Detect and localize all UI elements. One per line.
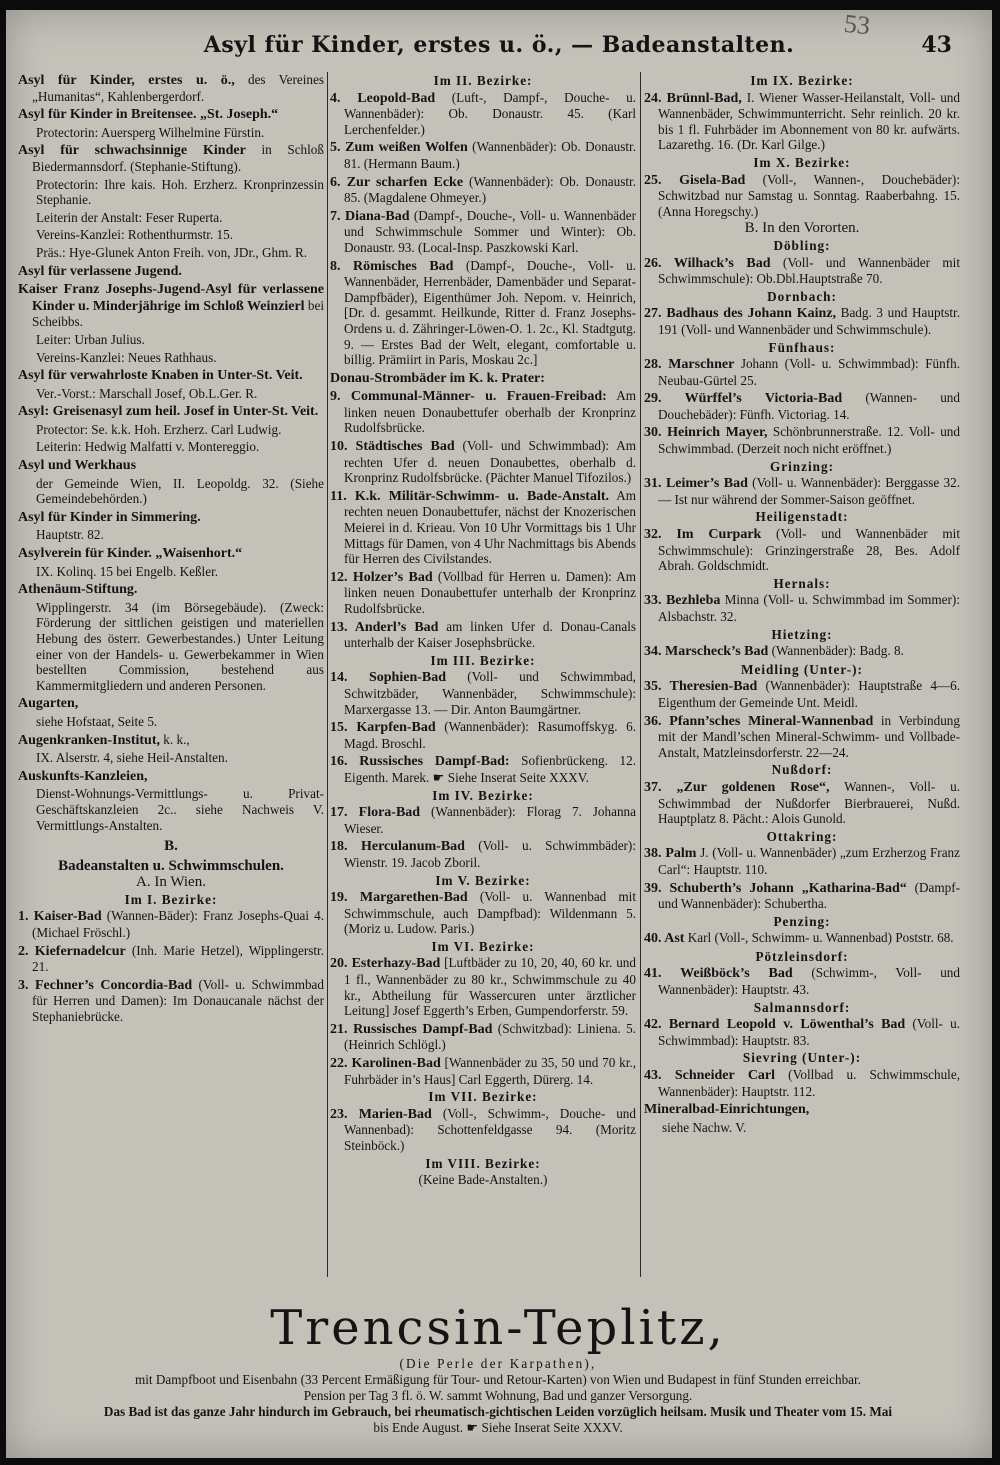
entry-text: (Wannenbäder): Florag 7. Johanna Wieser.	[344, 804, 636, 836]
entry-text: Leiter: Urban Julius.	[36, 331, 145, 347]
list-item	[330, 388, 636, 436]
list-item	[18, 457, 324, 474]
entry-text: (Wannenbäder): Hauptstraße 4—6. Eigenthum der Gemeinde Unt. Meidl.	[658, 678, 960, 710]
entry-heading: Augenkranken-Institut,	[18, 732, 160, 748]
entry-text: (Wannen-Bäder): Franz Josephs-Quai 4. (Michael Fröschl.)	[32, 908, 324, 940]
list-item	[330, 569, 636, 617]
list-item	[18, 714, 324, 730]
entry-text: Protectorin: Ihre kais. Hoh. Erzherz. Kronprinzessin Stephanie.	[36, 176, 324, 208]
district-heading: Sievring (Unter-):	[742, 1050, 862, 1066]
note: (Keine Bade-Anstalten.)	[418, 1172, 548, 1188]
list-item	[330, 258, 636, 368]
ad-line: Pension per Tag 3 fl. ö. W. sammt Wohnung, Bad und ganzer Versorgung.	[303, 1388, 693, 1403]
district-heading: Meidling (Unter-):	[741, 661, 863, 677]
list-item	[18, 581, 324, 598]
district-heading: Ottakring:	[766, 828, 838, 844]
entry-heading: 10. Städtisches Bad	[330, 439, 455, 455]
entry-text: (Vollbad für Herren u. Damen): Am linken neuen Donaubettufer unterhalb der Kronprinz Rudolfsbrücke.	[344, 568, 636, 616]
pencil-annotation: 53	[842, 8, 872, 41]
entry-text: Wannen-, Voll- u. Schwimmbad der Nußdorfer Bierbrauerei, Nußd. Hauptplatz 8. Pächt.: Alois Gunold.	[658, 778, 960, 827]
district-heading: Im I. Bezirke:	[124, 891, 218, 907]
entry-text: (Vollbad u. Schwimmschule, Wannenbäder): Hauptstr. 112.	[658, 1067, 960, 1099]
advertisement	[18, 1300, 978, 1436]
district-heading: Heiligenstadt:	[755, 509, 849, 525]
list-item	[18, 545, 324, 562]
entry-text: Sofienbrückeng. 12. Eigenth. Marek. ☛ Siehe Inserat Seite XXXV.	[344, 753, 636, 785]
entry-text: (Wannenbäder): Ob. Donaustr. 85. (Magdalene Ohmeyer.)	[344, 173, 636, 206]
list-item	[330, 838, 636, 870]
entry-text: Hauptstr. 82.	[36, 527, 104, 543]
entry-heading: 4. Leopold-Bad	[330, 90, 436, 106]
entry-list	[18, 72, 324, 833]
list-item	[330, 804, 636, 836]
entry-text: Am linken neuen Donaubettufer oberhalb der Kronprinz Rudolfsbrücke.	[344, 388, 636, 436]
list-item	[18, 263, 324, 280]
entry-text: der Gemeinde Wien, II. Leopoldg. 32. (Siehe Gemeindebehörden.)	[36, 475, 324, 507]
entry-heading: Augarten,	[18, 696, 79, 712]
list-item	[644, 1016, 960, 1048]
list-item	[18, 177, 324, 208]
list-item	[330, 619, 636, 651]
list-item	[644, 779, 960, 827]
list-item	[644, 592, 960, 624]
page-number: 43	[921, 32, 952, 58]
list-item	[18, 943, 324, 975]
entry-text: (Dampf-, Douche-, Voll- u. Wannenbäder, Herrenbäder, Damenbäder und Separat-Dampfbäder), Eigenthümer Joh. Nepom. v. Heinrich, [Dr. d. gesammt. Heilkunde, Ritter d. Franz Josephs-Ordens u. d. Zähringer-Löwen-O. 1. 2c., Kl. Stadtgutg. 9. — Erstes Bad der Welt, elegant, comfortable u. billig. Prämiirt in Paris, Moskau 2c.]	[344, 257, 636, 368]
list-item	[18, 476, 324, 507]
list-item	[330, 174, 636, 206]
entry-text: bei Scheibbs.	[32, 297, 324, 330]
entry-heading: 3. Fechner’s Concordia-Bad	[18, 977, 193, 993]
section-b	[18, 837, 324, 907]
list-item	[18, 908, 324, 940]
entry-heading: 37. „Zur goldenen Rose“,	[644, 779, 830, 795]
entry-text: (Voll- u. Schwimmbad für Herren und Damen): Im Donaucanale nächst der Stephaniebrücke.	[32, 976, 324, 1024]
entry-text: (Schwitzbad): Liniena. 5. (Heinrich Schlögl.)	[344, 1020, 636, 1053]
entry-text: des Vereines „Humanitas“, Kahlenbergerdorf.	[32, 72, 324, 104]
list-item	[18, 386, 324, 402]
entry-heading: 29. Würffel’s Victoria-Bad	[644, 391, 843, 407]
entry-text: (Voll-, Schwimm-, Douche- und Wannenbad): Schottenfeldgasse 94. (Moritz Steinböck.)	[344, 1105, 636, 1153]
entry-heading: 39. Schuberth’s Johann „Katharina-Bad“	[644, 880, 907, 896]
ad-line: Das Bad ist das ganze Jahr hindurch im Gebrauch, bei rheumatisch-gichtischen Leiden vorzüglich heilsam. Musik und Theater vom 15. Mai	[103, 1404, 893, 1419]
entry-text: Präs.: Hye-Glunek Anton Freih. von, JDr., Ghm. R.	[36, 244, 308, 260]
district-heading: Penzing:	[773, 913, 831, 929]
list-item	[18, 600, 324, 694]
entry-text: Badg. 3 und Hauptstr. 191 (Voll- und Wannenbäder und Schwimmschule).	[658, 305, 960, 337]
entry-text: Wipplingerstr. 34 (im Börsegebäude). (Zweck: Förderung der sittlichen geistigen und materiellen Hebung des österr. Gewerbestandes.) Unter Leitung einer von der Handels- u. Gewerbekammer in Wien bestellten Commission, bestehend aus Kammermitgliedern und anderen Personen.	[36, 599, 324, 693]
list-item	[18, 732, 324, 749]
list-item	[644, 526, 960, 574]
entry-heading: 1. Kaiser-Bad	[18, 909, 102, 925]
entry-text: (Schwimm-, Voll- und Wannenbäder): Hauptstr. 43.	[658, 965, 960, 998]
entry-text: (Voll-, Wannen-, Douchebäder): Schwitzbad nur Samstag u. Sonntag. Raaberbahng. 15. (Anna Horegschy.)	[658, 171, 960, 219]
list-item	[644, 713, 960, 761]
entry-heading: 20. Esterhazy-Bad	[330, 956, 441, 972]
list-item	[644, 90, 960, 153]
district-heading: Hietzing:	[771, 626, 833, 642]
district-heading: Im III. Bezirke:	[430, 652, 536, 668]
entry-text: in Schloß Biedermannsdorf. (Stephanie-Stiftung).	[32, 142, 324, 174]
list-item	[330, 753, 636, 785]
list-item	[644, 172, 960, 220]
entry-heading: 17. Flora-Bad	[330, 805, 421, 821]
district-heading: Pötzleinsdorf:	[755, 948, 849, 964]
district-heading: Hernals:	[773, 575, 831, 591]
list-item	[644, 845, 960, 877]
entry-heading: 2. Kiefernadelcur	[18, 943, 126, 959]
district-heading: Fünfhaus:	[768, 339, 836, 355]
entry-heading: Athenäum-Stiftung.	[18, 582, 138, 598]
entry-heading: 34. Marscheck’s Bad	[644, 644, 769, 660]
list-item	[330, 719, 636, 751]
district-heading: Grinzing:	[770, 458, 834, 474]
entry-heading: 15. Karpfen-Bad	[330, 720, 436, 736]
entry-heading: 21. Russisches Dampf-Bad	[330, 1021, 493, 1037]
district-heading: Im VI. Bezirke:	[431, 938, 535, 954]
entry-heading: Asylverein für Kinder. „Waisenhort.“	[18, 546, 243, 562]
list-item	[18, 422, 324, 438]
list-item	[644, 390, 960, 422]
list-item	[18, 564, 324, 580]
running-head: Asyl für Kinder, erstes u. ö., — Badeanstalten.	[203, 32, 795, 58]
list-item	[18, 403, 324, 420]
entry-text: I. Wiener Wasser-Heilanstalt, Voll- und Wannenbäder, Schwimmunterricht. Sehr reinlich. 20 kr. bis 1 fl. Fuhrbäder im Abonnement von 80 kr. aufwärts. Lazarethg. 16. (Dr. Karl Gilge.)	[658, 89, 960, 153]
list-item	[330, 208, 636, 256]
list-item	[18, 142, 324, 174]
entry-text: (Wannen- und Douchebäder): Fünfh. Victoriag. 14.	[658, 390, 960, 422]
list-item	[644, 424, 960, 456]
list-item	[18, 367, 324, 384]
entry-heading: 19. Margarethen-Bad	[330, 890, 468, 906]
list-item	[330, 488, 636, 567]
entry-text: Protector: Se. k.k. Hoh. Erzherz. Carl Ludwig.	[36, 421, 282, 437]
district-heading: Salmannsdorf:	[753, 999, 851, 1015]
entry-text: am linken Ufer d. Donau-Canals unterhalb der Kaiser Josephsbrücke.	[344, 618, 636, 651]
entry-heading: 33. Bezhleba	[644, 593, 721, 609]
entry-heading: 18. Herculanum-Bad	[330, 839, 465, 855]
list-item	[18, 977, 324, 1025]
list-item	[18, 527, 324, 543]
list-item	[644, 880, 960, 912]
list-item	[330, 955, 636, 1018]
entry-text: Ver.-Vorst.: Marschall Josef, Ob.L.Ger. R.	[36, 385, 258, 401]
district-heading: Döbling:	[773, 237, 831, 253]
list-item	[330, 1106, 636, 1154]
entry-text: (Inh. Marie Hetzel), Wipplingerstr. 21.	[32, 942, 324, 975]
entry-text: (Wannenbäder): Ob. Donaustr. 81. (Hermann Baum.)	[344, 139, 636, 171]
entry-text: k. k.,	[159, 731, 190, 747]
list-item	[18, 768, 324, 785]
list-item	[644, 930, 960, 947]
entry-text: Am rechten neuen Donaubettufer, nächst der Knozerischen Meierei in d. Krieau. Von 10 Uhr Vormittags bis 1 Uhr Mittags für Damen, von 4 Uhr Nachmittags bis Abends für Herren des Civilstandes.	[344, 487, 636, 567]
entry-heading: 28. Marschner	[644, 357, 735, 373]
entry-text: siehe Hofstaat, Seite 5.	[36, 713, 158, 729]
section-title: Badeanstalten u. Schwimmschulen.	[58, 858, 284, 875]
entry-heading: 12. Holzer’s Bad	[330, 569, 433, 585]
list-item	[644, 643, 960, 660]
entry-text: (Voll- und Wannenbäder mit Schwimmschule): Ob.Dbl.Hauptstraße 70.	[658, 254, 960, 287]
entry-heading: 24. Brünnl-Bad,	[644, 90, 742, 106]
entry-heading: 9. Communal-Männer- u. Frauen-Freibad:	[330, 389, 607, 405]
entry-text: Minna (Voll- u. Schwimmbad im Sommer): Alsbachstr. 32.	[658, 592, 960, 624]
entry-heading: 40. Ast	[644, 931, 685, 947]
list-item	[644, 255, 960, 287]
entry-heading: 8. Römisches Bad	[330, 258, 454, 274]
entry-heading: Asyl für verlassene Jugend.	[18, 263, 182, 279]
entry-text: [Luftbäder zu 10, 20, 40, 60 kr. und 1 fl., Wannenbäder zu 80 kr., Schwimmschule zu 40 kr., Abtheilung für Wassercuren unter ärztlicher Leitung] Josef Eggerth’s Erben, Gumpendorferstr. 59.	[344, 955, 636, 1019]
entry-heading: Kaiser Franz Josephs-Jugend-Asyl für verlassene Kinder u. Minderjährige im Schloß Weinzierl	[18, 282, 324, 314]
entry-text: (Dampf- und Wannenbäder): Schubertha.	[658, 879, 960, 912]
list-item	[644, 965, 960, 997]
entry-heading: 30. Heinrich Mayer,	[644, 425, 768, 441]
column-divider	[640, 72, 641, 1277]
entry-heading: Asyl für Kinder in Breitensee. „St. Joseph.“	[18, 107, 279, 123]
list-item	[644, 305, 960, 337]
entry-text: Leiterin: Hedwig Malfatti v. Montereggio.	[36, 439, 260, 455]
entry-text: (Voll- u. Schwimmbad): Hauptstr. 83.	[658, 1016, 960, 1048]
list-item	[18, 72, 324, 104]
entry-heading: 32. Im Curpark	[644, 527, 762, 543]
district-heading: Im IX. Bezirke:	[750, 73, 854, 88]
list-item	[330, 889, 636, 937]
list-item	[18, 350, 324, 366]
list-item	[18, 227, 324, 243]
entry-heading: 43. Schneider Carl	[644, 1068, 776, 1084]
list-item	[644, 1067, 960, 1099]
entry-text: (Voll- u. Schwimmbäder): Wienstr. 19. Jacob Zboril.	[344, 838, 636, 870]
entry-text: (Voll- u. Wannenbäder): Berggasse 32. — Ist nur während der Sommer-Saison geöffnet.	[658, 475, 960, 507]
entry-text: Karl (Voll-, Schwimm- u. Wannenbad) Poststr. 68.	[684, 930, 954, 946]
list-item	[18, 210, 324, 226]
list-item	[18, 245, 324, 261]
ad-line: mit Dampfboot und Eisenbahn (33 Percent Ermäßigung für Tour- und Retour-Karten) von Wien und Budapest in fünf Stunden erreichbar.	[135, 1372, 861, 1387]
entry-heading: 11. K.k. Militär-Schwimm- u. Bade-Anstalt.	[330, 488, 609, 504]
district-heading: Nußdorf:	[771, 762, 833, 778]
entry-heading: 16. Russisches Dampf-Bad:	[330, 754, 510, 770]
entry-heading: 41. Weißböck’s Bad	[644, 966, 793, 982]
list-item	[330, 438, 636, 486]
entry-heading: 27. Badhaus des Johann Kainz,	[644, 306, 837, 322]
entry-text: (Dampf-, Douche-, Voll- u. Wannenbäder und Schwimmschule Sommer und Winter): Ob. Donaustr. 93. (Local-Insp. Paszkowski Karl.	[344, 207, 636, 255]
list-item	[330, 1021, 636, 1053]
list-item	[330, 1055, 636, 1087]
entry-heading: Asyl für Kinder in Simmering.	[18, 509, 201, 525]
list-item	[18, 509, 324, 526]
entry-heading: 26. Wilhack’s Bad	[644, 255, 771, 271]
entry-text: Vereins-Kanzlei: Neues Rathhaus.	[36, 349, 217, 365]
entry-heading: Donau-Strombäder im K. k. Prater:	[330, 370, 545, 386]
column-middle	[330, 72, 636, 1292]
list-item	[18, 106, 324, 123]
ad-line: bis Ende August. ☛ Siehe Inserat Seite XXXV.	[373, 1420, 623, 1435]
section-subtitle: A. In Wien.	[136, 874, 206, 891]
entry-heading: Asyl und Werkhaus	[18, 458, 137, 474]
entry-heading: 14. Sophien-Bad	[330, 670, 447, 686]
list-item	[18, 332, 324, 348]
entry-text: in Verbindung mit der Mandl’schen Mineral-Schwimm- und Vollbade-Anstalt, Matzleinsdorferstr. 22—24.	[658, 712, 960, 760]
list-item	[644, 1101, 960, 1118]
entry-heading: Asyl für verwahrloste Knaben in Unter-St. Veit.	[18, 368, 303, 384]
entry-heading: Asyl für schwachsinnige Kinder	[18, 143, 246, 159]
entry-heading: 25. Gisela-Bad	[644, 172, 746, 188]
list-item	[644, 475, 960, 507]
subsection-title: B. In den Vororten.	[744, 220, 860, 237]
entry-text: Johann (Voll- u. Schwimmbad): Fünfh. Neubau-Gürtel 25.	[658, 356, 960, 388]
entry-detail: siehe Nachw. V.	[662, 1119, 747, 1135]
column-divider	[327, 72, 328, 1277]
list-item	[18, 125, 324, 141]
list-item	[18, 281, 324, 330]
entry-text: (Luft-, Dampf-, Douche- u. Wannenbäder): Ob. Donaustr. 45. (Karl Lerchenfelder.)	[344, 89, 636, 137]
entry-heading: 7. Diana-Bad	[330, 208, 410, 224]
list-item	[644, 356, 960, 388]
list-item	[330, 139, 636, 171]
list-item	[330, 669, 636, 717]
entry-text: (Voll- und Wannenbäder mit Schwimmschule): Grinzingerstraße 28, Bes. Adolf Abrah. Goldschmidt.	[658, 526, 960, 574]
entry-text: Protectorin: Auersperg Wilhelmine Fürstin.	[36, 124, 265, 140]
entry-heading: 31. Leimer’s Bad	[644, 476, 748, 492]
column-right	[644, 72, 960, 1292]
entry-heading: Auskunfts-Kanzleien,	[18, 768, 148, 784]
list-item	[18, 695, 324, 712]
entry-heading: 38. Palm	[644, 846, 697, 862]
district-heading: Im X. Bezirke:	[753, 154, 851, 170]
entry-text: [Wannenbäder zu 35, 50 und 70 kr., Fuhrbäder in’s Haus] Carl Eggerth, Dürerg. 14.	[344, 1055, 636, 1087]
entry-heading: 35. Theresien-Bad	[644, 679, 758, 695]
entry-text: IX. Alserstr. 4, siehe Heil-Anstalten.	[36, 750, 228, 766]
district-heading: Im IV. Bezirke:	[432, 787, 534, 803]
list-item	[330, 90, 636, 138]
entry-text: (Voll- und Schwimmbad, Schwitzbäder, Wannenbäder, Schwimmschule): Marxergasse 13. — Dir. Anton Baumgärtner.	[344, 669, 636, 717]
book-page	[6, 10, 992, 1458]
district-heading: Im VII. Bezirke:	[428, 1089, 538, 1105]
entry-text: IX. Kolinq. 15 bei Engelb. Keßler.	[36, 563, 219, 579]
district-heading: Im V. Bezirke:	[435, 872, 531, 888]
list-item	[644, 678, 960, 710]
entry-heading: 6. Zur scharfen Ecke	[330, 174, 464, 190]
list-item	[18, 786, 324, 833]
entry-text: (Wannenbäder): Badg. 8.	[768, 643, 904, 659]
district-heading: Im VIII. Bezirke:	[425, 1155, 541, 1171]
entry-heading: 36. Pfann’sches Mineral-Wannenbad	[644, 713, 874, 729]
entry-heading: 23. Marien-Bad	[330, 1106, 432, 1122]
list-item	[18, 439, 324, 455]
district-heading: Dornbach:	[767, 288, 837, 304]
entry-heading: 22. Karolinen-Bad	[330, 1056, 441, 1072]
entry-text: (Wannenbäder): Rasumoffskyg. 6. Magd. Broschl.	[344, 719, 636, 751]
entry-text: J. (Voll- u. Wannenbäder) „zum Erzherzog Franz Carl“: Hauptstr. 110.	[658, 845, 960, 877]
entry-text: Leiterin der Anstalt: Feser Ruperta.	[36, 209, 223, 225]
page-header	[6, 32, 992, 62]
entry-text: (Voll- u. Wannenbad mit Schwimmschule, auch Dampfbad): Wildenmann 5. (Moriz u. Ludow. Paris.)	[344, 889, 636, 937]
district-heading: Im II. Bezirke:	[433, 73, 533, 88]
entry-heading: 13. Anderl’s Bad	[330, 619, 439, 635]
ad-title: Trencsin-Teplitz,	[270, 1300, 726, 1356]
entry-text: Schönbrunnerstraße. 12. Voll- und Schwimmbad. (Derzeit noch nicht eröffnet.)	[658, 424, 960, 457]
entry-heading: 42. Bernard Leopold v. Löwenthal’s Bad	[644, 1017, 906, 1033]
section-letter: B.	[164, 838, 178, 855]
ad-subtitle: (Die Perle der Karpathen),	[399, 1356, 597, 1371]
entry-heading: 5. Zum weißen Wolfen	[330, 140, 468, 156]
bath-list	[18, 908, 324, 1024]
list-item	[330, 370, 636, 387]
entry-heading: Asyl: Greisenasyl zum heil. Josef in Unter-St. Veit.	[18, 404, 319, 420]
entry-text: Dienst-Wohnungs-Vermittlungs- u. Privat-Geschäftskanzleien 2c.. siehe Nachweis V. Vermittlungs-Anstalten.	[36, 786, 324, 833]
entry-text: (Voll- und Schwimmbad): Am rechten Ufer d. neuen Donaubettes, oberhalb d. Kronprinz Rudolfsbrücke. (Pächter Manuel Tifozilos.)	[344, 438, 636, 486]
entry-text: Vereins-Kanzlei: Rothenthurmstr. 15.	[36, 227, 234, 243]
entry-heading: Mineralbad-Einrichtungen,	[644, 1102, 810, 1118]
column-left	[18, 72, 324, 1292]
entry-heading: Asyl für Kinder, erstes u. ö.,	[18, 73, 235, 88]
list-item	[18, 750, 324, 766]
